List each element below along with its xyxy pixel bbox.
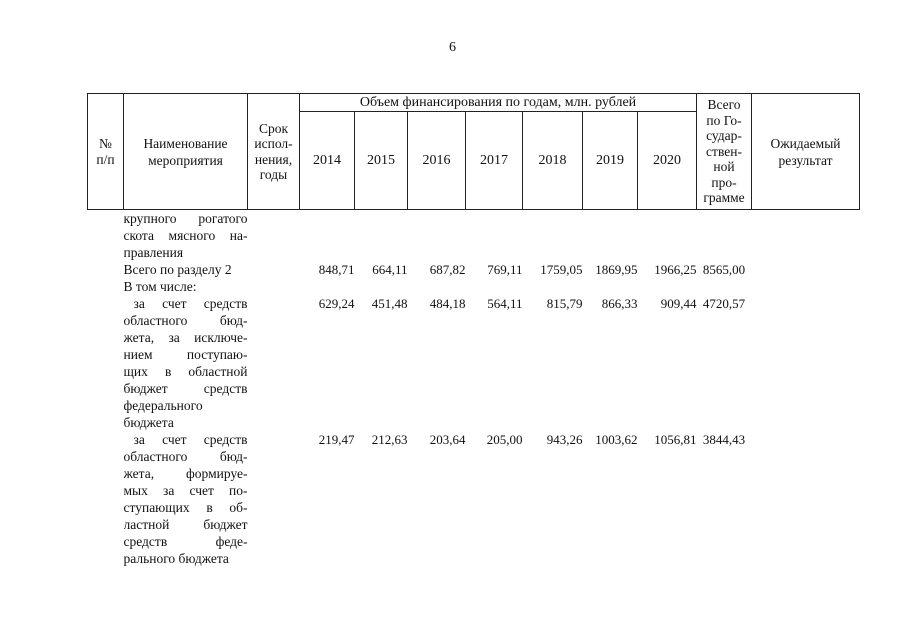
header-name: Наименование мероприятия [124, 94, 248, 210]
cell-2019: 1869,95 [595, 262, 638, 277]
page-number: 6 [449, 40, 456, 55]
fragment-row [88, 210, 860, 262]
table-row-total-section-2 [88, 261, 860, 278]
cell-2018: 943,26 [546, 432, 583, 447]
cell-2014: 848,71 [318, 262, 355, 277]
cell-2014: 629,24 [318, 296, 355, 311]
row-name: за счет средств областного бюд- жета, за исключе- нием поступаю- щих в областной бюджет средств федерального бюджета [123, 296, 248, 430]
header-year-2020: 2020 [638, 112, 697, 210]
row-name: за счет средств областного бюд- жета, формируе- мых за счет по- ступающих в об- ластной бюджет средств феде- рального бюджета [123, 432, 248, 566]
cell-total: 4720,57 [702, 296, 746, 311]
header-year-2016: 2016 [408, 112, 466, 210]
header-total: Всего по Го- судар- ствен- ной про- грамме [697, 94, 752, 210]
cell-2020: 909,44 [660, 296, 697, 311]
row-name: Всего по разделу 2 [123, 262, 232, 277]
cell-2015: 212,63 [371, 432, 408, 447]
cell-total: 8565,00 [702, 262, 746, 277]
cell-total: 3844,43 [702, 432, 746, 447]
header-result: Ожидаемый результат [752, 94, 860, 210]
cell-2019: 1003,62 [595, 432, 638, 447]
header-year-2015: 2015 [355, 112, 408, 210]
header-year-2018: 2018 [523, 112, 583, 210]
cell-2014: 219,47 [318, 432, 355, 447]
fragment-name: крупного рогатого скота мясного на- правления [123, 211, 248, 260]
cell-2016: 484,18 [429, 296, 466, 311]
cell-2017: 769,11 [487, 262, 523, 277]
header-number: № п/п [88, 94, 124, 210]
cell-2016: 203,64 [429, 432, 466, 447]
header-year-2014: 2014 [300, 112, 355, 210]
cell-2017: 205,00 [486, 432, 523, 447]
cell-2018: 815,79 [546, 296, 583, 311]
cell-2018: 1759,05 [540, 262, 583, 277]
table-row-including [88, 278, 860, 295]
row-name: В том числе: [123, 279, 197, 294]
cell-2020: 1966,25 [654, 262, 697, 277]
cell-2017: 564,11 [487, 296, 523, 311]
table-row-regional-budget [88, 295, 860, 431]
cell-2020: 1056,81 [654, 432, 697, 447]
cell-2015: 451,48 [371, 296, 408, 311]
cell-2015: 664,11 [372, 262, 408, 277]
cell-2016: 687,82 [429, 262, 466, 277]
financing-table [87, 93, 860, 567]
table-row-federal-funds [88, 431, 860, 567]
header-term: Срок испол- нения, годы [248, 94, 300, 210]
header-year-2017: 2017 [466, 112, 523, 210]
header-funding-group: Объем финансирования по годам, млн. рублей [300, 94, 697, 112]
cell-2019: 866,33 [601, 296, 638, 311]
header-row-top [88, 94, 860, 112]
header-year-2019: 2019 [583, 112, 638, 210]
